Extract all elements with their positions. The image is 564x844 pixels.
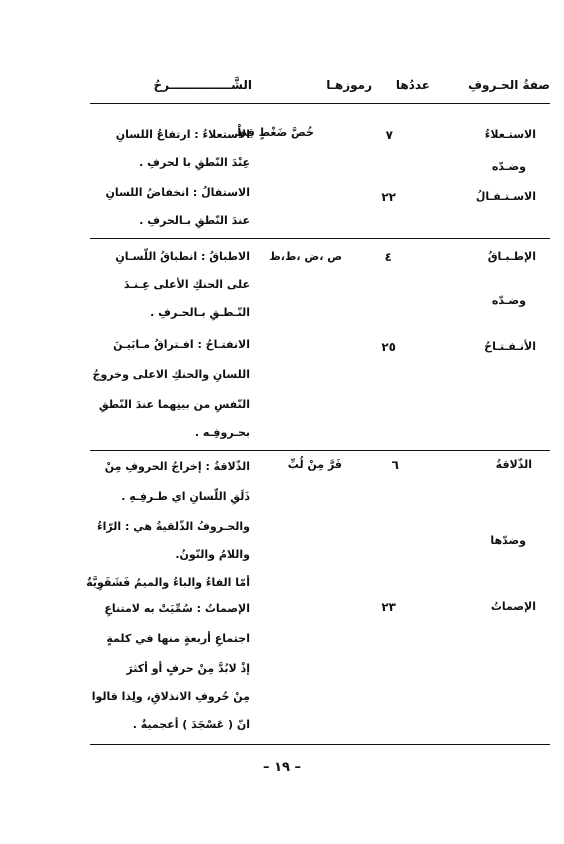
row-explanation-line: الذّلاقةُ : إخراجُ الحروفِ مِنْ [104,460,250,473]
row-explanation-line: اجتماعِ أربعةٍ منها في كلمةٍ [106,632,250,645]
row-count: ٦ [391,458,399,472]
row-explanation-line: انّ ( عَسْجَدَ ) أعجميةٌ . [132,718,250,731]
row-explanation-line: والحـروفُ الذّلقيةُ هي : الرّاءُ [97,520,250,533]
row-count: ٧ [385,128,393,142]
row-explanation-line: النّفسِ من بينِهما عندَ النّطقِ [98,398,250,411]
row-attribute: وضـدّه [491,160,526,173]
row-count: ٤ [384,250,392,264]
row-explanation-line: الاطباقُ : انطباقُ اللّسـانِ [115,250,250,263]
header-symbols: رموزهـا [326,78,372,92]
row-explanation-line: النّـطـقِ بـالحـرفِ . [150,306,250,319]
row-count: ٢٥ [381,340,396,354]
section-rule [90,450,550,451]
section-rule [90,238,550,239]
row-attribute: الأنـفـتـاحُ [484,340,536,353]
row-explanation-line: مِنْ حُروفِ الانذلاقِ، ولِذا قالوا [91,690,250,703]
row-attribute: وضـدّه [491,294,526,307]
row-symbols: فَرَّ مِنْ لُبِّ [287,458,342,471]
row-attribute: الإصماتُ [490,600,536,613]
row-explanation-line: عندَ النّطقِ بـالحرفِ . [139,214,250,227]
row-attribute: وضدّها [490,534,526,547]
row-explanation-line: على الحنكِ الأعلى عِـنـدَ [123,278,250,291]
row-explanation-line: الاستفالُ : انخفاضُ اللسانِ [105,186,250,199]
row-explanation-line: الإصماتُ : سُمِّيَتْ به لامتناعِ [104,602,250,615]
row-symbols: خُصَّ ضَغْطٍ قِظْ [235,126,314,139]
row-explanation-line: الاستعلاءُ : ارتفاعُ اللسانِ [115,128,250,141]
row-explanation-line: إذْ لابُدَّ مِنْ حرفٍ أو أكثرَ [126,662,250,675]
row-explanation-line: أمّا الفاءُ والباءُ والميمُ فَشَفَوِيَّةٌ [86,576,250,589]
row-count: ٢٣ [381,600,396,614]
row-explanation-line: الانفتـاحُ : افـتراقُ مـابَيـنَ [113,338,250,351]
header-rule [90,103,550,104]
row-explanation-line: اللسانِ والحنكِ الاعلى وخروجُ [92,368,250,381]
row-explanation-line: ذَلَقِ اللّسانِ اي طـرفِـهِ . [121,490,250,503]
header-attribute: صفةُ الحـروفِ [468,78,550,92]
header-count: عددُها [395,78,430,92]
row-count: ٢٢ [381,190,396,204]
row-attribute: الاسـتـفـالُ [475,190,536,203]
row-explanation-line: واللامُ والنّونُ. [175,548,250,561]
bottom-rule [90,744,550,745]
page-number: – ١٩ – [263,760,301,775]
row-attribute: الإطـبـاقُ [487,250,536,263]
header-explanation: الشَّـــــــــــــــرحُ [153,78,252,92]
row-explanation-line: عِنْدَ النّطقِ با لحرفِ . [139,156,250,169]
row-symbols: ص ،ض ،ط،ظ [269,250,342,263]
row-attribute: الاستـعلاءُ [484,128,536,141]
row-attribute: الذّلاقةُ [495,458,532,471]
row-explanation-line: بحـروفِـه . [194,426,250,439]
